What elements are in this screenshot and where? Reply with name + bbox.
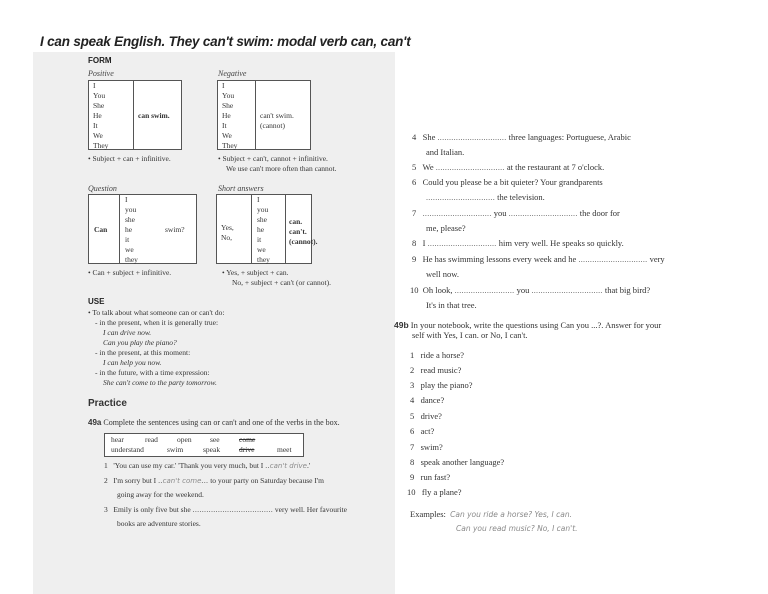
use-example-1: I can drive now.: [103, 328, 152, 337]
ex49b-instruction-1: 49b In your notebook, write the questions using Can you ...?. Answer for your: [394, 320, 662, 330]
positive-cell: can swim.: [138, 111, 170, 120]
example-1: Can you ride a horse? Yes, I can.: [450, 510, 572, 519]
negative-label: Negative: [218, 69, 247, 78]
use-line-4: - in the future, with a time expression:: [95, 368, 210, 377]
answer-2: can't come: [162, 477, 202, 485]
ex-item-10-cont: It's in that tree.: [426, 300, 477, 310]
question-2: 2 read music?: [410, 365, 462, 375]
short-note-2: No, + subject + can't (or cannot).: [232, 278, 331, 287]
ex-item-7-cont: me, please?: [426, 223, 466, 233]
use-example-2: Can you play the piano?: [103, 338, 177, 347]
example-2: Can you read music? No, I can't.: [456, 524, 578, 533]
question-verb: swim?: [165, 225, 185, 234]
use-line-2: - in the present, when it is generally true:: [95, 318, 219, 327]
ex-item-6: 6 Could you please be a bit quieter? Your grandparents: [412, 177, 603, 187]
ex-item-7: 7 .............................. you .............................. the door for: [412, 208, 620, 218]
crossed-word-come: come: [239, 435, 256, 444]
question-7: 7 swim?: [410, 442, 443, 452]
ex49a-item-1: 1 'You can use my car.' 'Thank you very much, but I ..can't drive.': [104, 461, 311, 470]
ex-item-9-cont: well now.: [426, 269, 459, 279]
positive-note: • Subject + can + infinitive.: [88, 154, 171, 163]
question-can: Can: [94, 225, 108, 234]
short-answer-forms: can. can't. (cannot).: [289, 217, 318, 246]
question-pronouns: I you she he it we they: [125, 195, 138, 264]
use-heading: USE: [88, 297, 105, 306]
negative-cell: can't swim. (cannot): [260, 111, 294, 130]
form-heading: FORM: [88, 56, 112, 65]
use-line-1: • To talk about what someone can or can't do:: [88, 308, 225, 317]
short-answers-label: Short answers: [218, 184, 264, 193]
positive-table: [88, 80, 182, 150]
positive-pronouns: I You She He It We They: [93, 81, 109, 150]
use-line-3: - in the present, at this moment:: [95, 348, 191, 357]
question-5: 5 drive?: [410, 411, 442, 421]
question-label: Question: [88, 184, 117, 193]
negative-table: [217, 80, 311, 150]
use-example-3: I can help you now.: [103, 358, 162, 367]
negative-note-1: • Subject + can't, cannot + infinitive.: [218, 154, 328, 163]
examples: Examples: Can you ride a horse? Yes, I can.: [410, 509, 572, 519]
ex-item-4-cont: and Italian.: [426, 147, 465, 157]
answer-1: can't drive: [269, 462, 307, 470]
question-4: 4 dance?: [410, 395, 445, 405]
positive-label: Positive: [88, 69, 114, 78]
ex-item-6-cont: .............................. the television.: [426, 192, 545, 202]
ex49a-item-3: 3 Emily is only five but she ................................... very well. Her favourite: [104, 505, 347, 514]
question-table: [88, 194, 197, 264]
ex49a-item-2: 2 I'm sorry but I ..can't come... to your party on Saturday because I'm: [104, 476, 325, 485]
short-pronouns: I you she he it we they: [257, 195, 270, 264]
ex-item-5: 5 We .............................. at the restaurant at 7 o'clock.: [412, 162, 605, 172]
short-note-1: • Yes, + subject + can.: [222, 268, 289, 277]
ex-item-8: 8 I .............................. him very well. He speaks so quickly.: [412, 238, 624, 248]
question-1: 1 ride a horse?: [410, 350, 465, 360]
word-box: hear read open see come understand swim speak drive meet: [104, 433, 304, 457]
crossed-word-drive: drive: [239, 445, 255, 454]
yes-no: Yes, No,: [221, 223, 234, 242]
ex49a-item-3-cont: books are adventure stories.: [117, 519, 201, 528]
ex49b-instruction-2: self with Yes, I can. or No, I can't.: [412, 330, 528, 340]
question-9: 9 run fast?: [410, 472, 451, 482]
question-8: 8 speak another language?: [410, 457, 505, 467]
ex-item-9: 9 He has swimming lessons every week and he .............................. very: [412, 254, 665, 264]
ex49a-instruction: 49a Complete the sentences using can or can't and one of the verbs in the box.: [88, 418, 340, 427]
ex-item-4: 4 She .............................. three languages: Portuguese, Arabic: [412, 132, 631, 142]
short-answers-table: [216, 194, 318, 264]
ex49a-item-2-cont: going away for the weekend.: [117, 490, 204, 499]
question-note: • Can + subject + infinitive.: [88, 268, 172, 277]
page-title: I can speak English. They can't swim: modal verb can, can't: [40, 34, 411, 49]
question-10: 10 fly a plane?: [407, 487, 462, 497]
question-3: 3 play the piano?: [410, 380, 473, 390]
question-6: 6 act?: [410, 426, 435, 436]
negative-note-2: We use can't more often than cannot.: [226, 164, 337, 173]
practice-heading: Practice: [88, 398, 127, 409]
use-example-4: She can't come to the party tomorrow.: [103, 378, 217, 387]
ex-item-10: 10 Oh look, .......................... you ............................... that big bird?: [410, 285, 651, 295]
negative-pronouns: I You She He It We They: [222, 81, 238, 150]
